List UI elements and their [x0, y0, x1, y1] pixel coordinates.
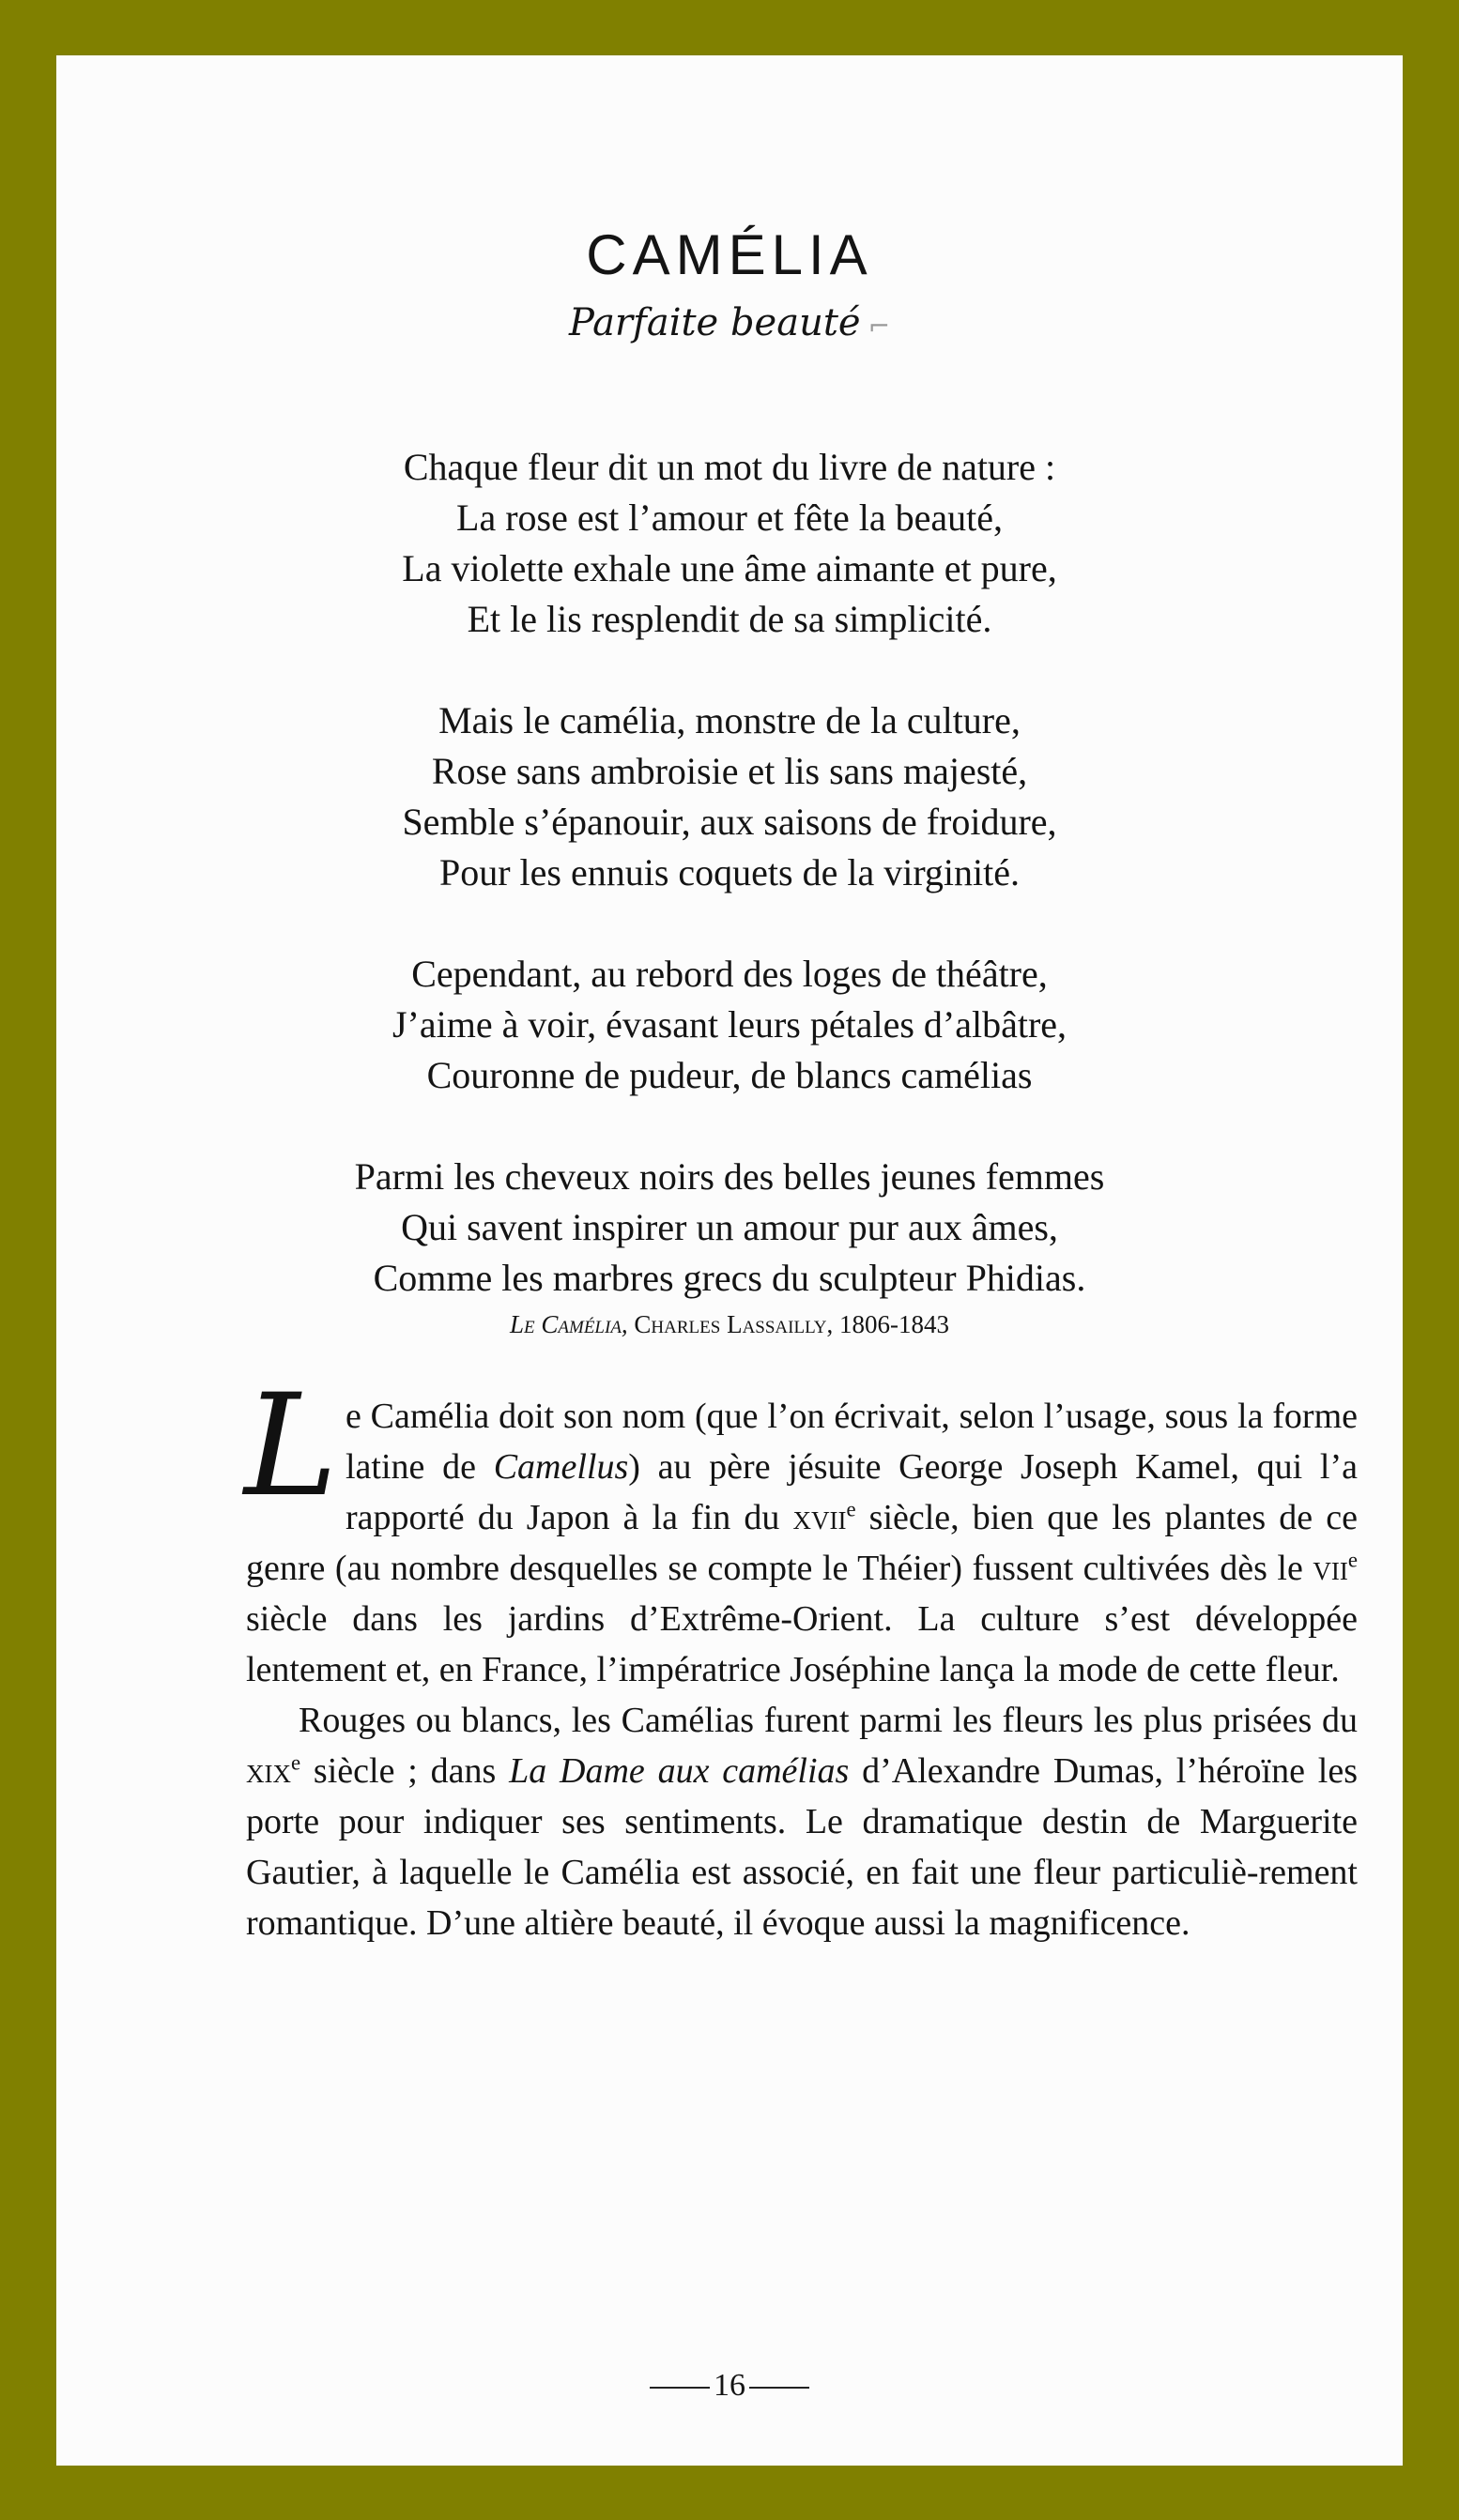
page-subtitle: [56, 301, 1403, 344]
poem-verse: La rose est l’amour et fête la beauté,: [456, 496, 1003, 539]
poem-verse: Cependant, au rebord des loges de théâtre,: [411, 953, 1048, 995]
attribution-title: Le Camélia,: [510, 1310, 628, 1338]
poem-verse: Pour les ennuis coquets de la virginité.: [438, 851, 1021, 893]
century-numeral: vii: [1313, 1549, 1348, 1588]
century-numeral: xix: [246, 1751, 291, 1791]
poem-verse: Et le lis resplendit de sa simplicité.: [467, 598, 992, 640]
poem-verse: Chaque fleur dit un mot du livre de nature :: [403, 446, 1056, 488]
text-run: siècle, bien que les plantes de ce genre (au nombre desquelles se compte le Théier) fussent cultivées dès le: [246, 1498, 1358, 1588]
italic-term: Camellus: [493, 1447, 629, 1487]
poem-verse: Rose sans ambroisie et lis sans majesté,: [431, 750, 1028, 792]
poem-attribution: [56, 1306, 1403, 1343]
page-number-value: 16: [714, 2368, 745, 2403]
rule-right: [749, 2387, 809, 2389]
rule-left: [650, 2387, 710, 2389]
poem-verse: La violette exhale une âme aimante et pure,: [402, 547, 1057, 589]
poem-stanza-3: [56, 949, 1403, 1101]
poem-verse: Qui savent inspirer un amour pur aux âmes,: [401, 1206, 1058, 1248]
subtitle-text: Parfaite beauté: [568, 301, 861, 344]
superscript: e: [1347, 1548, 1358, 1572]
body-text: [244, 1365, 1358, 1948]
text-run: d’Alexandre Dumas, l’héroïne les porte pour indiquer ses sentiments. Le dramatique destin de Marguerite Gautier, à laquelle le Camélia est associé, en fait une fleur particuliè-rement romantique. D’une altière beauté, il évoque aussi la magnificence.: [246, 1751, 1358, 1943]
page-title: CAMÉLIA: [586, 223, 873, 286]
text-run: e Camélia doit son nom (que l’on écrivait, selon l’usage, sous la forme latine de: [346, 1397, 1358, 1487]
century-numeral: xvii: [792, 1498, 847, 1537]
text-run: siècle dans les jardins d’Extrême-Orient. La culture s’est développée lentement et, en France, l’impératrice Joséphine lança la mode de cette fleur.: [246, 1599, 1358, 1689]
text-run: siècle ; dans: [300, 1751, 510, 1791]
poem-verse: J’aime à voir, évasant leurs pétales d’albâtre,: [392, 1003, 1067, 1046]
poem-verse: Couronne de pudeur, de blancs camélias: [426, 1054, 1033, 1096]
paragraph-1: [244, 1365, 1358, 1695]
poem-verse: Semble s’épanouir, aux saisons de froidure,: [402, 801, 1057, 843]
book-page: [56, 55, 1403, 2466]
poem-stanza-1: [56, 442, 1403, 645]
paragraph-2: [246, 1695, 1358, 1948]
text-run: Rouges ou blancs, les Camélias furent parmi les fleurs les plus prisées du: [299, 1701, 1358, 1740]
poem-verse: Parmi les cheveux noirs des belles jeunes femmes: [354, 1155, 1105, 1198]
attribution-author: Charles Lassailly, 1806-1843: [634, 1310, 949, 1338]
ornament-mark: ⌐: [868, 311, 891, 342]
poem-stanza-4: [56, 1152, 1403, 1343]
poem-stanza-2: [56, 695, 1403, 898]
italic-title: La Dame aux camélias: [509, 1751, 850, 1791]
page-number: [56, 2368, 1403, 2404]
poem-verse: Comme les marbres grecs du sculpteur Phidias.: [373, 1257, 1086, 1299]
superscript: e: [291, 1750, 301, 1775]
superscript: e: [846, 1497, 856, 1521]
drop-cap: L: [244, 1365, 338, 1528]
poem-verse: Mais le camélia, monstre de la culture,: [438, 699, 1021, 741]
poem: [56, 442, 1403, 1343]
text-run: ) au père jésuite George Joseph Kamel, qui l’a rapporté du Japon à la fin du: [346, 1447, 1358, 1537]
